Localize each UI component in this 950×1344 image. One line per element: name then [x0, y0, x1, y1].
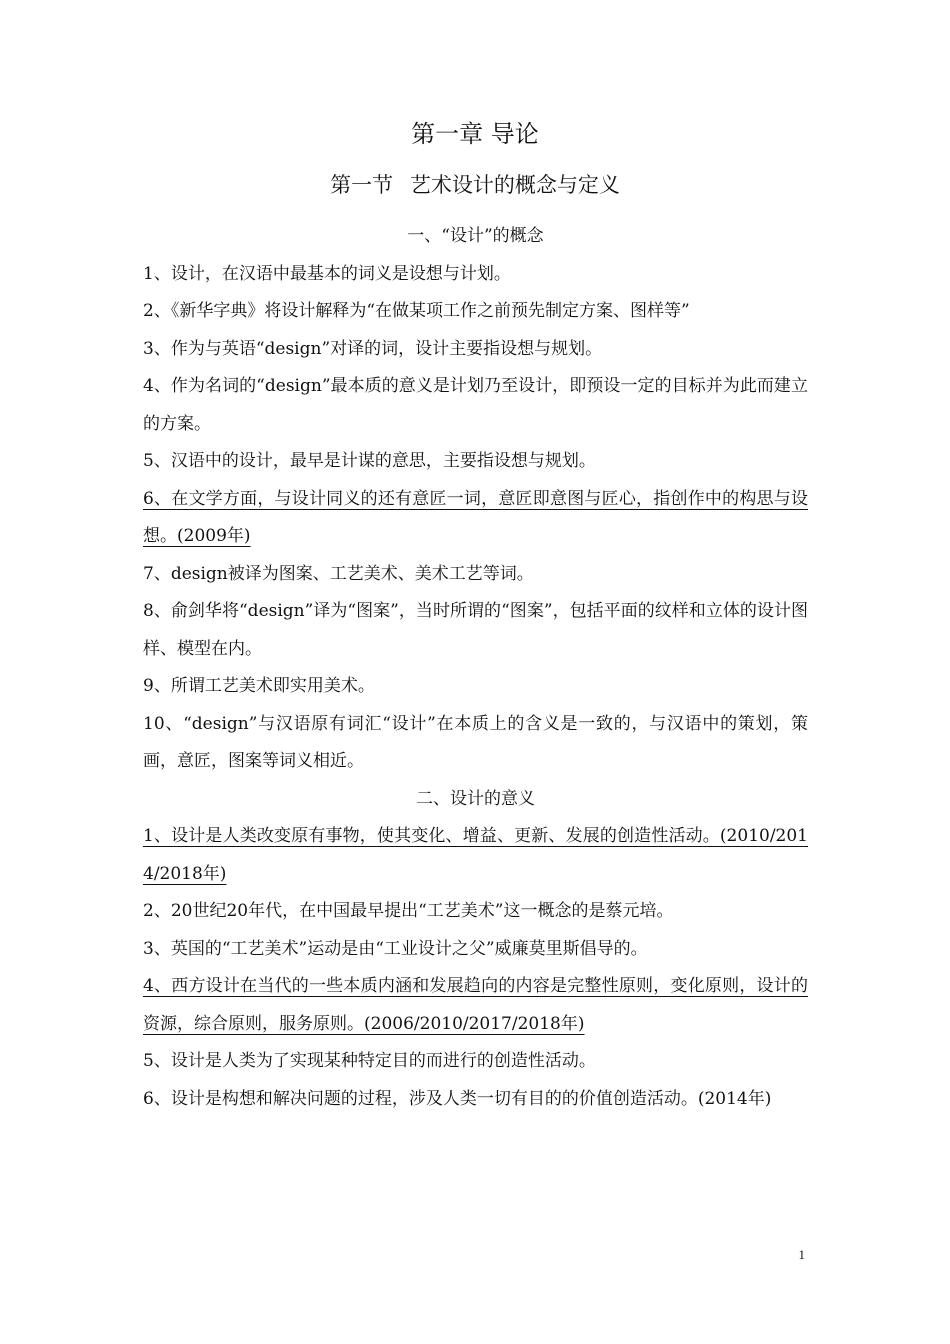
- part1-item-9: 9、所谓工艺美术即实用美术。: [143, 676, 375, 696]
- part1-item-10: 10、“design”与汉语原有词汇“设计”在本质上的含义是一致的，与汉语中的策划，策画，意匠，图案等词义相近。: [143, 713, 808, 771]
- part2-item-2: 2、20世纪20年代，在中国最早提出“工艺美术”这一概念的是蔡元培。: [143, 901, 674, 921]
- chapter-title: 第一章 导论: [411, 120, 539, 148]
- document-body: [143, 218, 808, 1118]
- part2-heading: 二、设计的意义: [416, 788, 535, 809]
- part1-item-2: 2、《新华字典》将设计解释为“在做某项工作之前预先制定方案、图样等”: [143, 301, 690, 321]
- part1-item-6: 6、在文学方面，与设计同义的还有意匠一词，意匠即意图与匠心，指创作中的构思与设想。(2009年): [143, 488, 808, 546]
- part2-item-6: 6、设计是构想和解决问题的过程，涉及人类一切有目的的价值创造活动。(2014年): [143, 1088, 772, 1109]
- part2-item-4: 4、西方设计在当代的一些本质内涵和发展趋向的内容是完整性原则，变化原则，设计的资源，综合原则，服务原则。(2006/2010/2017/2018年): [143, 976, 808, 1034]
- part1-item-8: 8、俞剑华将“design”译为“图案”，当时所谓的“图案”，包括平面的纹样和立体的设计图样、模型在内。: [143, 601, 808, 659]
- part2-item-1: 1、设计是人类改变原有事物，使其变化、增益、更新、发展的创造性活动。(2010/2014/2018年): [143, 826, 808, 884]
- part2-list: [143, 818, 808, 1118]
- part1-item-7: 7、design被译为图案、工艺美术、美术工艺等词。: [143, 563, 534, 584]
- section-title: 第一节 艺术设计的概念与定义: [330, 173, 620, 197]
- part1-item-5: 5、汉语中的设计，最早是计谋的意思，主要指设想与规划。: [143, 451, 596, 471]
- part1-list: [143, 256, 808, 781]
- page-number: 1: [798, 1247, 805, 1262]
- part2-item-3: 3、英国的“工艺美术”运动是由“工业设计之父”威廉莫里斯倡导的。: [143, 938, 648, 959]
- part1-item-4: 4、作为名词的“design”最本质的意义是计划乃至设计，即预设一定的目标并为此而建立的方案。: [143, 376, 808, 434]
- part2-item-5: 5、设计是人类为了实现某种特定目的而进行的创造性活动。: [143, 1051, 596, 1071]
- part1-heading: 一、“设计”的概念: [407, 226, 544, 246]
- part1-item-3: 3、作为与英语“design”对译的词，设计主要指设想与规划。: [143, 338, 603, 359]
- part1-item-1: 1、设计，在汉语中最基本的词义是设想与计划。: [143, 263, 511, 284]
